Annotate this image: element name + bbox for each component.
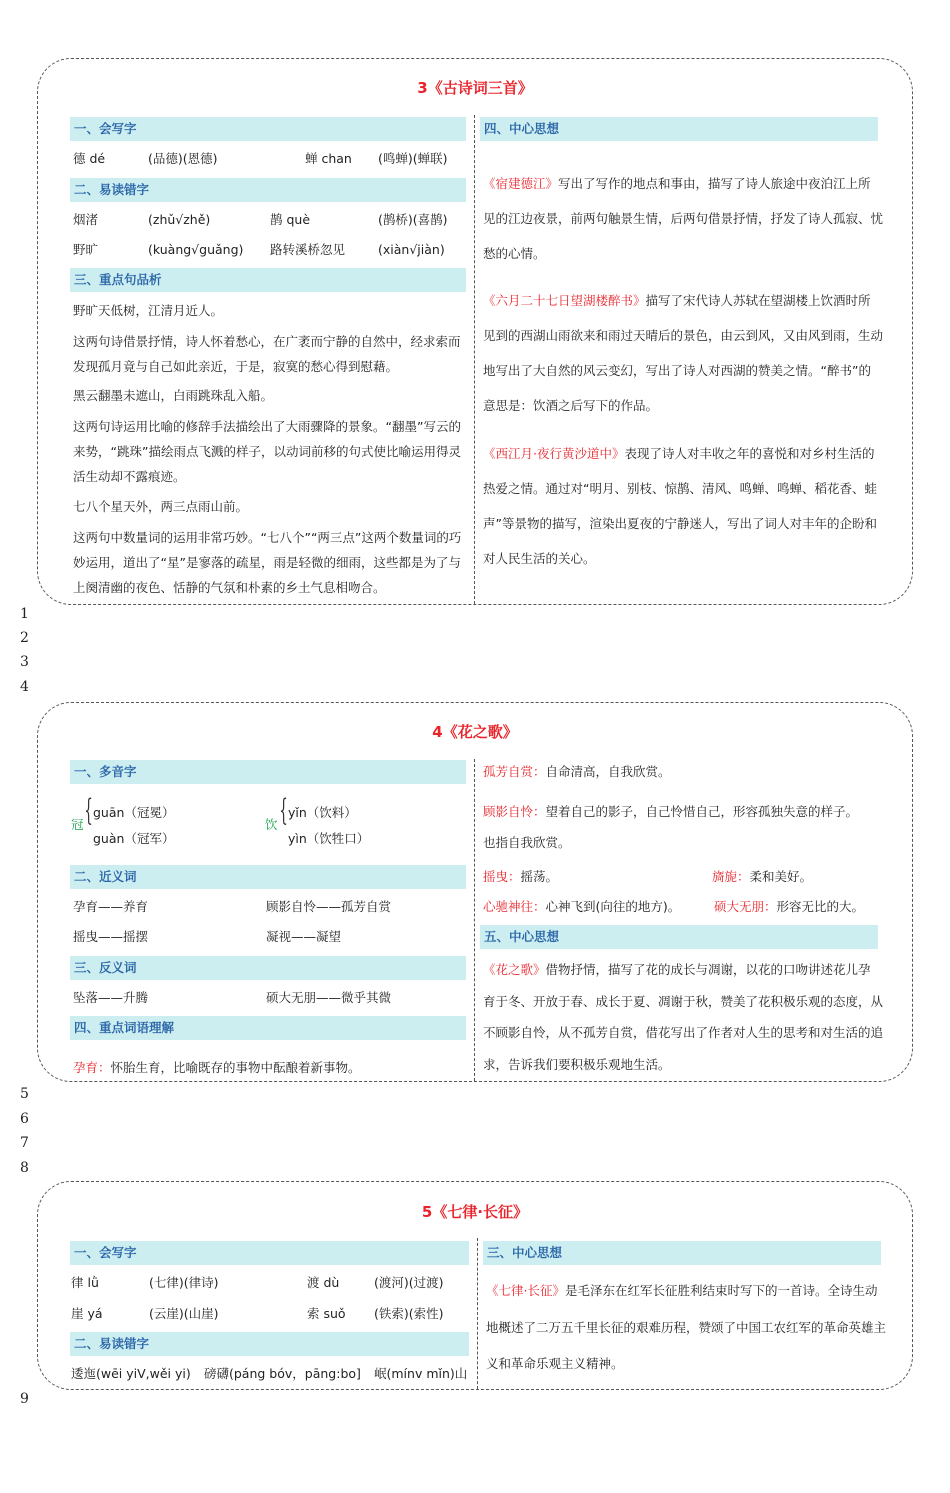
poem-idea-text: 描写了宋代诗人苏轼在望湖楼上饮酒时所见到的西湖山雨欲来和雨过天晴后的景色，由云到风，又由风到雨，生动地写出了大自然的风云变幻，写出了诗人对西湖的赞美之情。“醉书”的意思是：饮酒之后写下的作品。: [483, 293, 884, 413]
synonym-pair: 凝视——凝望: [266, 929, 342, 944]
column-divider: [477, 1238, 478, 1389]
key-word-entry: [714, 898, 864, 916]
write-words: (品德)(恩德): [148, 151, 218, 166]
synonym-pair: 摇曳——摇摆: [73, 929, 149, 944]
write-words: (铁索)(索性): [374, 1306, 444, 1321]
key-word-term: 心驰神往：: [483, 899, 546, 914]
section-header-central-idea: 四、中心思想: [480, 117, 878, 141]
antonym-pair: 坠落——升腾: [73, 990, 149, 1005]
poem-title: 《宿建德江》: [483, 176, 559, 191]
poem-idea-text: 表现了诗人对丰收之年的喜悦和对乡村生活的热爱之情。通过对“明月、别枝、惊鹊、清风、鸣蝉、鸣蝉、稻花香、蛙声”等景物的描写，渲染出夏夜的宁静迷人，写出了词人对丰年的企盼和对人民生活的关心。: [483, 446, 877, 566]
line-number: 6: [20, 1111, 29, 1127]
card-title: 5《七律·长征》: [421, 1203, 529, 1221]
misread-entry: 逶迤(wēi yiV,wěi yi): [71, 1366, 191, 1381]
line-number: 2: [20, 630, 29, 646]
card-flower-song: [37, 702, 913, 1082]
poem-idea-text: 是毛泽东在红军长征胜利结束时写下的一首诗。全诗生动地概述了二万五千里长征的艰难历程，赞颂了中国工农红军的革命英雄主义和革命乐观主义精神。: [486, 1283, 887, 1371]
write-char: 崖 yá: [71, 1306, 103, 1321]
card-title: 4《花之歌》: [432, 723, 518, 741]
write-words: (鸣蝉)(蝉联): [378, 151, 448, 166]
key-word-entry: [483, 868, 558, 886]
key-word-entry: [483, 898, 680, 916]
key-word-entry: [73, 1059, 361, 1077]
section-header-central-idea: 五、中心思想: [480, 925, 878, 949]
key-word-definition: 柔和美好。: [749, 869, 813, 884]
line-number: 1: [20, 606, 29, 622]
section-header-write: 一、会写字: [70, 117, 466, 141]
misread-word: 野旷: [73, 242, 99, 257]
polyphone-reading: guàn（冠军）: [93, 831, 175, 846]
section-header-analysis: 三、重点句品析: [70, 268, 466, 292]
poem-idea-text: 写出了写作的地点和事由，描写了诗人旅途中夜泊江上所见的江边夜景，前两句触景生情，后两句借景抒情，抒发了诗人孤寂、忧愁的心情。: [483, 176, 884, 261]
misread-word: 烟渚: [73, 212, 99, 227]
line-number: 5: [20, 1086, 29, 1102]
poem-title: 《花之歌》: [483, 962, 546, 977]
line-number: 8: [20, 1160, 29, 1176]
key-word-definition: 心神飞到(向往的地方)。: [545, 899, 681, 914]
polyphone-reading: yìn（饮牲口）: [288, 831, 370, 846]
misread-pinyin: (zhǔ√zhě): [148, 212, 211, 227]
write-words: (七律)(律诗): [149, 1275, 219, 1290]
key-word-term: 旖旎：: [712, 869, 750, 884]
polyphone-reading: yǐn（饮料）: [288, 805, 357, 820]
line-number: 7: [20, 1135, 29, 1151]
section-header-write: 一、会写字: [70, 1241, 469, 1265]
synonym-pair: 顾影自怜——孤芳自赏: [266, 899, 392, 914]
line-number: 4: [20, 679, 29, 695]
central-idea-paragraph: [486, 1273, 886, 1383]
write-words: (云崖)(山崖): [149, 1306, 219, 1321]
key-word-term: 孤芳自赏：: [483, 764, 546, 779]
brace-icon: {: [84, 793, 93, 828]
misread-pinyin: (kuàng√guǎng): [148, 242, 244, 257]
key-word-entry: [483, 763, 671, 781]
misread-pinyin: (xiàn√jiàn): [378, 242, 445, 257]
section-header-antonyms: 三、反义词: [70, 956, 466, 980]
analysis-text: 这两句诗借景抒情，诗人怀着愁心，在广袤而宁静的自然中，经求索而发现孤月竟与自己如此亲近，于是，寂寞的愁心得到慰藉。: [73, 334, 461, 374]
section-header-polyphone: 一、多音字: [70, 760, 466, 784]
key-word-term: 孕育：: [73, 1060, 111, 1075]
antonym-pair: 硕大无朋——微乎其微: [266, 990, 392, 1005]
write-char: 律 lǜ: [71, 1275, 99, 1290]
card-poems-three: [37, 58, 913, 605]
section-header-synonyms: 二、近义词: [70, 865, 466, 889]
key-word-entry: [712, 868, 812, 886]
section-header-central-idea: 三、中心思想: [483, 1241, 881, 1265]
line-number: 9: [20, 1391, 29, 1407]
key-word-definition-cont: 也指自我欣赏。: [483, 835, 571, 850]
column-divider: [474, 759, 475, 1081]
central-idea-paragraph: [483, 283, 883, 423]
line-number: 3: [20, 654, 29, 670]
polyphone-char: 冠: [71, 817, 84, 832]
key-word-definition: 摇荡。: [520, 869, 559, 884]
poem-title: 《七律·长征》: [486, 1283, 565, 1298]
misread-word: 路转溪桥忽见: [270, 242, 346, 257]
poem-idea-text: 借物抒情，描写了花的成长与凋谢，以花的口吻讲述花儿孕育于冬、开放于春、成长于夏、凋谢于秋，赞美了花积极乐观的态度，从不顾影自怜，从不孤芳自赏，借花写出了作者对人生的思考和对生活的追求，告诉我们要积极乐观地生活。: [483, 962, 884, 1072]
misread-entry: 磅礴(páng bóv，pāng:bo]: [204, 1366, 361, 1381]
misread-word: 鹊 què: [270, 212, 311, 227]
poem-title: 《西江月·夜行黄沙道中》: [483, 446, 625, 461]
synonym-pair: 孕育——养育: [73, 899, 149, 914]
analysis-text: 这两句中数量词的运用非常巧妙。“七八个”“两三点”这两个数量词的巧妙运用，道出了“星”是寥落的疏星，雨是轻微的细雨，这些都是为了与上阕清幽的夜色、恬静的气氛和朴素的乡土气息相吻合。: [73, 530, 462, 595]
analysis-text: 这两句诗运用比喻的修辞手法描绘出了大雨骤降的景象。“翻墨”写云的来势，“跳珠”描绘雨点飞溅的样子，以动词前移的句式使比喻运用得灵活生动却不露痕迹。: [73, 419, 461, 484]
analysis-line: 七八个星天外，两三点雨山前。: [73, 499, 249, 514]
misread-entry: 岷(mínv mǐn)山: [374, 1366, 468, 1381]
write-char: 蝉 chan: [305, 151, 352, 166]
write-words: (渡河)(过渡): [374, 1275, 444, 1290]
brace-icon: {: [279, 793, 288, 828]
key-word-definition: 形容无比的大。: [776, 899, 865, 914]
key-word-term: 硕大无朋：: [714, 899, 777, 914]
section-header-misread: 二、易读错字: [70, 1332, 469, 1356]
analysis-line: 黑云翻墨未遮山，白雨跳珠乱入船。: [73, 388, 274, 403]
polyphone-char: 饮: [265, 817, 278, 832]
key-word-term: 顾影自怜：: [483, 804, 546, 819]
section-header-key-words: 四、重点词语理解: [70, 1016, 466, 1040]
central-idea-paragraph: [483, 436, 883, 576]
key-word-definition: 怀胎生育，比喻既存的事物中酝酿着新事物。: [110, 1060, 361, 1075]
card-title: 3《古诗词三首》: [417, 79, 533, 97]
key-word-definition: 望着自己的影子，自己怜惜自己，形容孤独失意的样子。: [545, 804, 859, 819]
write-char: 渡 dù: [307, 1275, 340, 1290]
analysis-line: 野旷天低树，江清月近人。: [73, 303, 224, 318]
poem-title: 《六月二十七日望湖楼醉书》: [483, 293, 646, 308]
central-idea-paragraph: [483, 954, 883, 1080]
write-char: 索 suǒ: [307, 1306, 346, 1321]
card-long-march: [37, 1181, 913, 1390]
write-char: 德 dé: [73, 151, 106, 166]
misread-pinyin: (鹊桥)(喜鹊): [378, 212, 448, 227]
key-word-term: 摇曳：: [483, 869, 521, 884]
polyphone-reading: guān（冠冕）: [93, 805, 175, 820]
key-word-entry: [483, 803, 858, 821]
column-divider: [474, 115, 475, 604]
section-header-misread: 二、易读错字: [70, 178, 466, 202]
key-word-definition: 自命清高，自我欣赏。: [545, 764, 671, 779]
central-idea-paragraph: [483, 166, 883, 271]
